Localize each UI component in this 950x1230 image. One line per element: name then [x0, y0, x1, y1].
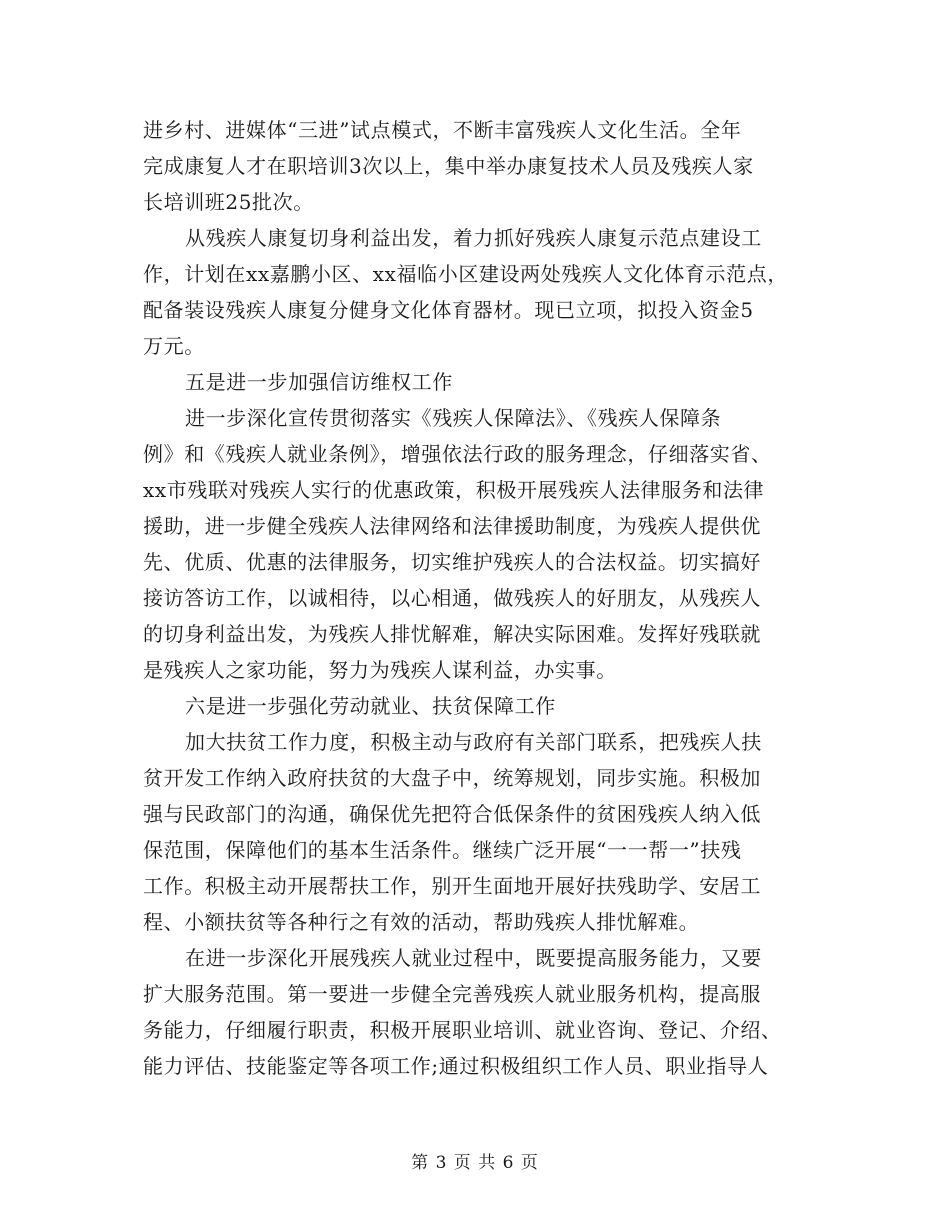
- paragraph-start-line: 加大扶贫工作力度，积极主动与政府有关部门联系，把残疾人扶: [185, 730, 762, 754]
- text-line: 接访答访工作，以诚相待，以心相通，做残疾人的好朋友，从残疾人: [143, 586, 761, 610]
- paragraph-start-line: 在进一步深化开展残疾人就业过程中，既要提高服务能力，又要: [185, 946, 762, 970]
- page-number-footer: 第 3 页 共 6 页: [411, 1153, 539, 1173]
- text-line: 务能力，仔细履行职责，积极开展职业培训、就业咨询、登记、介绍、: [143, 1018, 782, 1042]
- text-line: 长培训班25批次。: [143, 190, 314, 214]
- text-line: 保范围，保障他们的基本生活条件。继续广泛开展“一一帮一”扶残: [143, 838, 742, 862]
- text-line: 是残疾人之家功能，努力为残疾人谋利益，办实事。: [143, 658, 617, 682]
- text-line: 扩大服务范围。第一要进一步健全完善残疾人就业服务机构，提高服: [143, 982, 761, 1006]
- text-line: 配备装设残疾人康复分健身文化体育器材。现已立项，拟投入资金5: [143, 298, 754, 322]
- text-line: 例》和《残疾人就业条例》，增强依法行政的服务理念，仔细落实省、: [143, 442, 772, 466]
- paragraph-start-line: 从残疾人康复切身利益出发，着力抓好残疾人康复示范点建设工: [185, 226, 762, 250]
- text-line: 的切身利益出发，为残疾人排忧解难，解决实际困难。发挥好残联就: [143, 622, 761, 646]
- paragraph-start-line: 进一步深化宣传贯彻落实《残疾人保障法》、《残疾人保障条: [185, 406, 722, 430]
- text-line: 万元。: [143, 334, 205, 358]
- text-line: 完成康复人才在职培训3次以上，集中举办康复技术人员及残疾人家: [143, 154, 754, 178]
- text-line: 先、优质、优惠的法律服务，切实维护残疾人的合法权益。切实搞好: [143, 550, 761, 574]
- section-heading-6: 六是进一步强化劳动就业、扶贫保障工作: [185, 694, 556, 718]
- text-line: 进乡村、进媒体“三进”试点模式，不断丰富残疾人文化生活。全年: [143, 118, 742, 142]
- document-body: [143, 112, 833, 1084]
- text-line: 能力评估、技能鉴定等各项工作;通过积极组织工作人员、职业指导人: [143, 1054, 769, 1078]
- section-heading-5: 五是进一步加强信访维权工作: [185, 370, 453, 394]
- text-line: 贫开发工作纳入政府扶贫的大盘子中，统筹规划，同步实施。积极加: [143, 766, 761, 790]
- text-line: 作，计划在xx嘉鹏小区、xx福临小区建设两处残疾人文化体育示范点，: [143, 262, 788, 286]
- text-line: 援助，进一步健全残疾人法律网络和法律援助制度，为残疾人提供优: [143, 514, 761, 538]
- text-line: xx市残联对残疾人实行的优惠政策，积极开展残疾人法律服务和法律: [143, 478, 765, 502]
- text-line: 程、小额扶贫等各种行之有效的活动，帮助残疾人排忧解难。: [143, 910, 700, 934]
- text-line: 强与民政部门的沟通，确保优先把符合低保条件的贫困残疾人纳入低: [143, 802, 761, 826]
- text-line: 工作。积极主动开展帮扶工作，别开生面地开展好扶残助学、安居工: [143, 874, 761, 898]
